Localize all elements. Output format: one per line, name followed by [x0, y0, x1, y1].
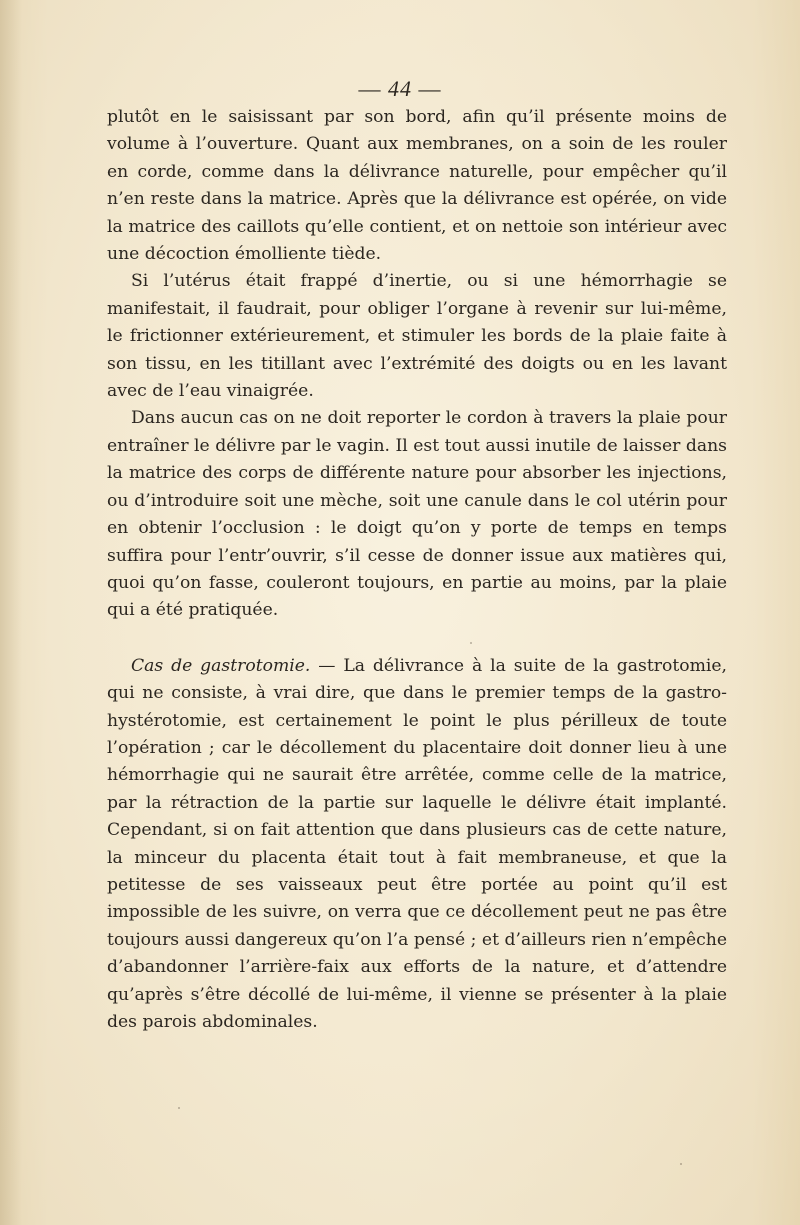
paper-speck [178, 1107, 180, 1109]
paper-speck [470, 642, 472, 644]
paragraph-gastrotomy [107, 653, 727, 1037]
page-number-dash-left: — [358, 76, 382, 101]
page-number [0, 76, 800, 102]
paragraph-gastrotomy-text: — La délivrance à la suite de la gastrotomie, qui ne consiste, à vrai dire, que dans le premier temps de la gastro-hystérotomie, est certainement le point le plus périlleux de toute l’opération ; car le décollement du placentaire doit donner lieu à une hémorrhagie qui ne saurait être arrêtée, comme celle de la matrice, par la rétraction de la partie sur laquelle le délivre était implanté. Cependant, si on fait attention que dans plusieurs cas de cette nature, la minceur du placenta était tout à fait membraneuse, et que la petitesse de ses vaisseaux peut être portée au point qu’il est impossible de les suivre, on verra que ce décollement peut ne pas être toujours aussi dangereux qu’on l’a pensé ; et d’ailleurs rien n’empêche d’abandonner l’arrière-faix aux efforts de la nature, et d’attendre qu’après s’être décollé de lui-même, il vienne se présenter à la plaie des parois abdominales. [107, 655, 728, 1032]
paragraph-cord: Dans aucun cas on ne doit reporter le cordon à travers la plaie pour entraîner le délivre par le vagin. Il est tout aussi inutile de laisser dans la matrice des corps de différente nature pour absorber les injections, ou d’introduire soit une mèche, soit une canule dans le col utérin pour en obtenir l’occlusion : le doigt qu’on y porte de temps en temps suffira pour l’entr’ouvrir, s’il cesse de donner issue aux matières qui, quoi qu’on fasse, couleront toujours, en partie au moins, par la plaie qui a été pratiquée. [107, 408, 727, 621]
paragraph-uterine-inertia: Si l’utérus était frappé d’inertie, ou si une hémorrhagie se manifestait, il faudrait, pour obliger l’organe à revenir sur lui-même, le frictionner extérieurement, et stimuler les bords de la plaie faite à son tissu, en les titillant avec l’extrémité des doigts ou en les lavant avec de l’eau vinaigrée. [107, 271, 727, 402]
page-number-value: 44 [388, 76, 412, 101]
body-text [107, 104, 727, 1036]
page-edge-shadow [0, 0, 22, 1225]
paragraph-continuation: plutôt en le saisissant par son bord, afin qu’il présente moins de volume à l’ouverture. Quant aux membranes, on a soin de les rouler en corde, comme dans la délivrance naturelle, pour empêcher qu’il n’en reste dans la matrice. Après que la délivrance est opérée, on vide la matrice des caillots qu’elle contient, et on nettoie son intérieur avec une décoction émolliente tiède. [107, 107, 727, 265]
section-heading-gastrotomy: Cas de gastrotomie. [131, 655, 311, 676]
page-number-dash-right: — [418, 76, 442, 101]
paper-speck [680, 1163, 682, 1165]
